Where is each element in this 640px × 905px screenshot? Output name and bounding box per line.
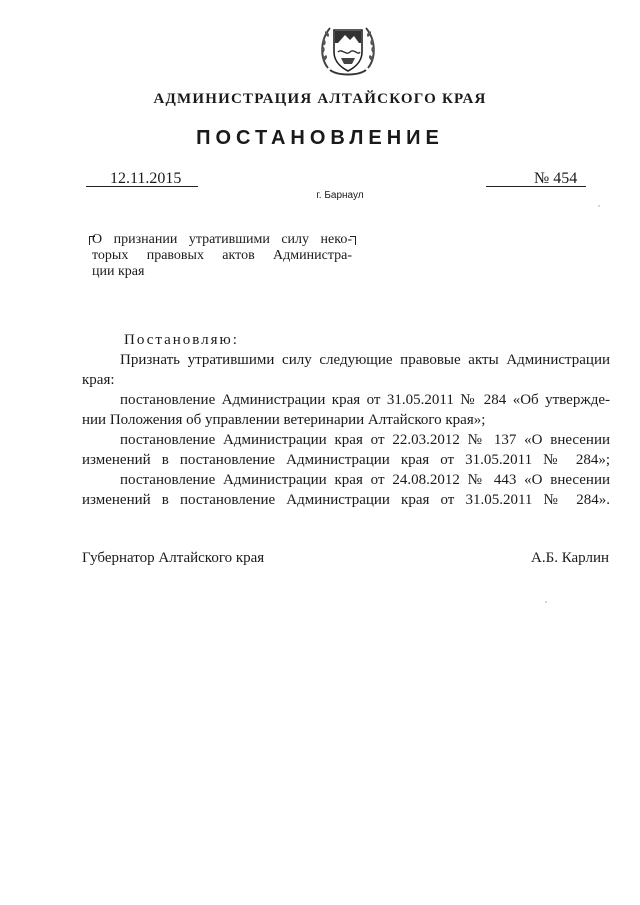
body-line: постановление Администрации края от 22.03.2012 № 137 «О внесении [120,432,610,448]
body-line: Признать утратившими силу следующие правовые акты Администрации [120,352,610,368]
scan-speck [598,205,600,207]
body-line: постановление Администрации края от 24.08.2012 № 443 «О внесении [120,472,610,488]
subject-line: ции края [92,264,145,279]
document-body [82,330,610,510]
organization-name: АДМИНИСТРАЦИЯ АЛТАЙСКОГО КРАЯ [153,91,487,107]
document-date: 12.11.2015 [110,170,182,187]
body-line: изменений в постановление Администрации края от 31.05.2011 № 284». [82,492,610,508]
signatory-position: Губернатор Алтайского края [82,550,265,566]
subject-line: О признании утратившими силу неко- [92,232,352,247]
signatory-name: А.Б. Карлин [531,550,610,566]
subject-line: торых правовых актов Администра- [92,248,352,263]
scan-speck [545,601,547,603]
decree-word: Постановляю: [124,332,239,348]
altai-coat-of-arms-icon [318,18,378,80]
body-line: нии Положения об управлении ветеринарии Алтайского края»; [82,412,486,428]
document-subject [92,232,352,280]
document-number: № 454 [534,170,578,187]
body-line: изменений в постановление Администрации края от 31.05.2011 № 284»; [82,452,610,468]
body-line: постановление Администрации края от 31.05.2011 № 284 «Об утвержде- [120,392,610,408]
city-name: г. Барнаул [316,190,364,201]
body-line: края: [82,372,115,388]
document-type: ПОСТАНОВЛЕНИЕ [196,127,444,149]
